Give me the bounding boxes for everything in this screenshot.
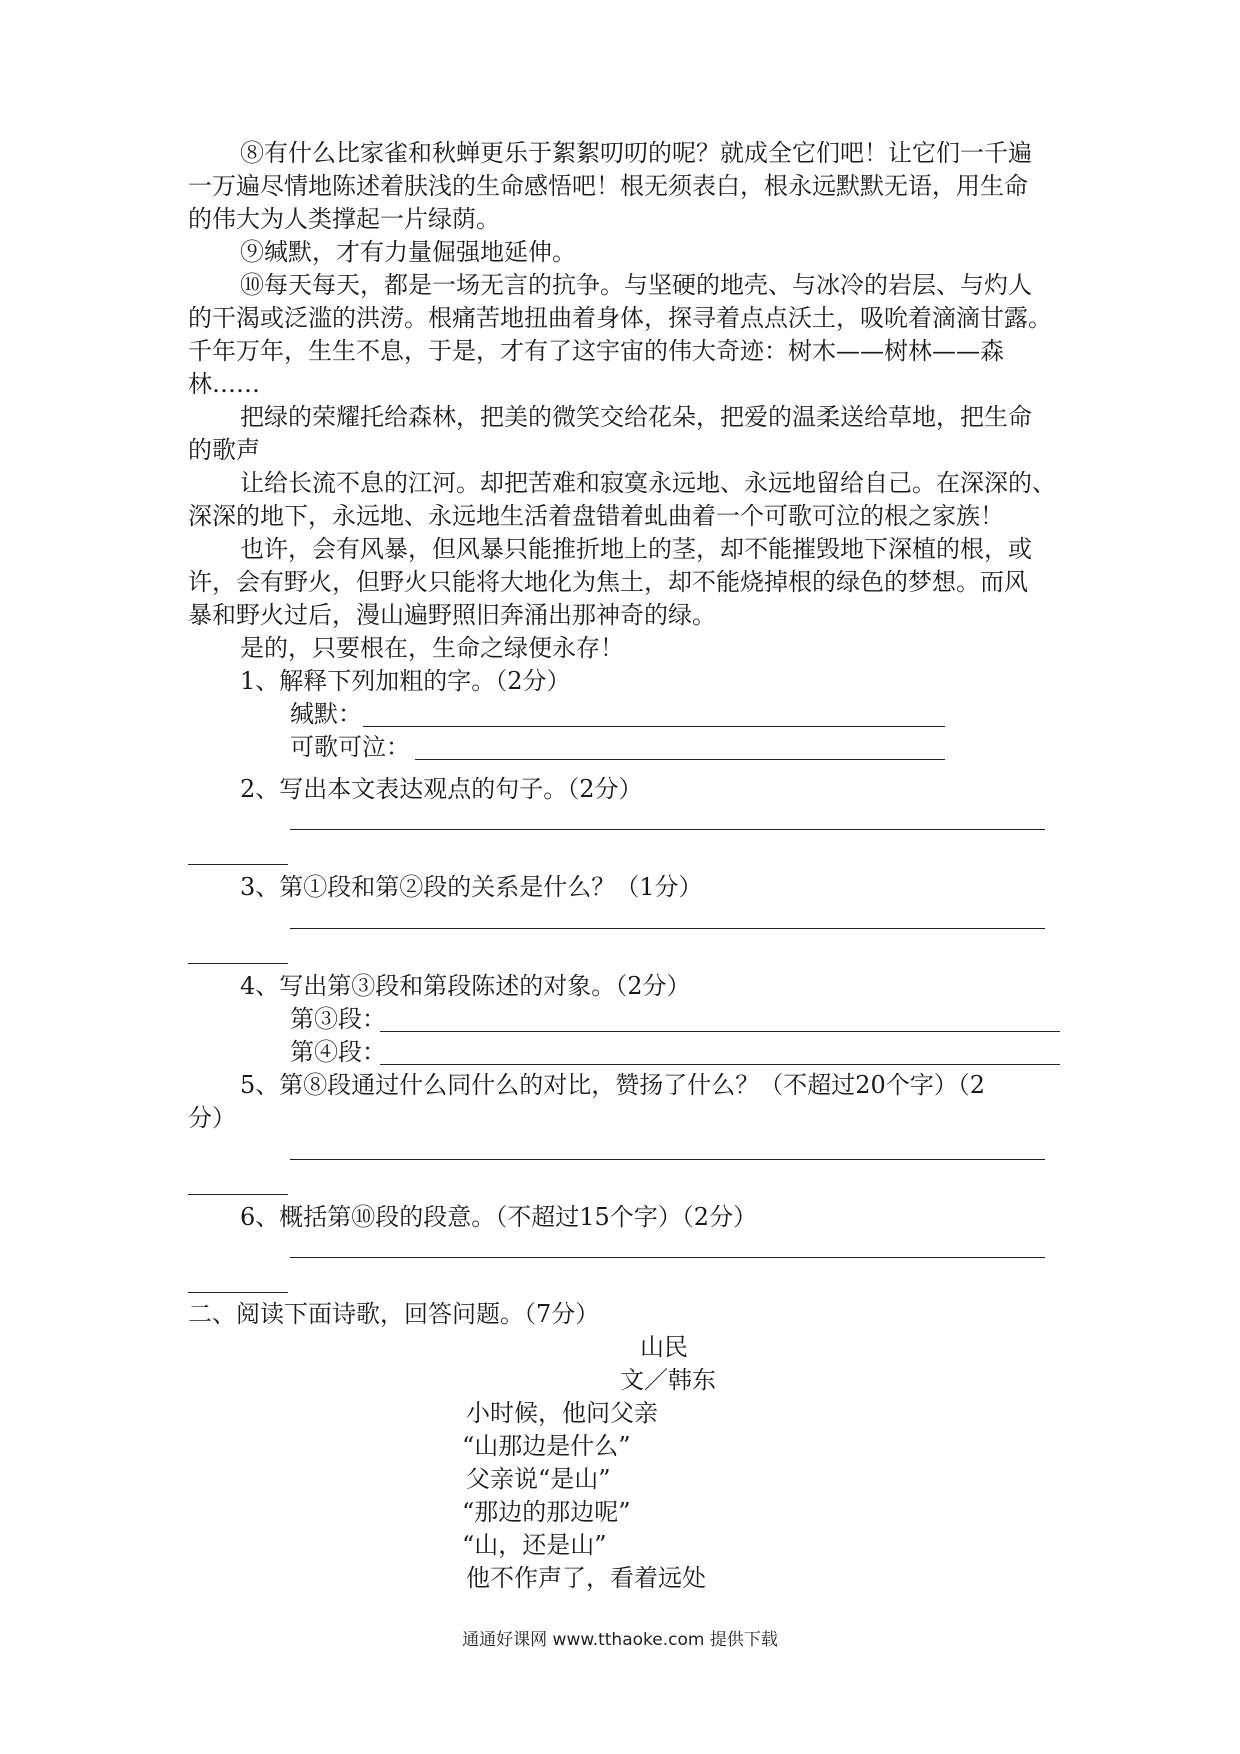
paragraph-12-line-1: 让给长流不息的江河。却把苦难和寂寞永远地、永远地留给自己。在深深的、 [240, 469, 1056, 497]
question-5-line-2: 分） [188, 1104, 236, 1132]
answer-line-3-cont[interactable] [188, 963, 288, 964]
poem-line: 他不作声了，看着远处 [466, 1564, 706, 1592]
answer-line-6-cont[interactable] [188, 1292, 288, 1293]
answer-line-2[interactable] [290, 829, 1045, 830]
footer-download-note: 通通好课网 www.tthaoke.com 提供下载 [462, 1630, 778, 1650]
paragraph-8-line-1: ⑧有什么比家雀和秋蝉更乐于絮絮叨叨的呢？就成全它们吧！让它们一千遍 [240, 139, 1032, 167]
poem-author: 文／韩东 [620, 1366, 716, 1394]
question-3: 3、第①段和第②段的关系是什么？（1分） [240, 873, 703, 901]
paragraph-13-line-2: 许，会有野火，但野火只能将大地化为焦土，却不能烧掉根的绿色的梦想。而风 [188, 568, 1028, 596]
question-5-line-1: 5、第⑧段通过什么同什么的对比，赞扬了什么？（不超过20个字）（2 [240, 1071, 986, 1099]
poem-line: “山那边是什么” [462, 1432, 631, 1460]
answer-line-5-cont[interactable] [188, 1194, 288, 1195]
answer-line-2-cont[interactable] [188, 864, 288, 865]
poem-line: “山，还是山” [462, 1531, 607, 1559]
question-1-term-b: 可歌可泣： [290, 733, 410, 761]
question-4-item-a: 第③段： [290, 1005, 386, 1033]
paragraph-12-line-2: 深深的地下，永远地、永远地生活着盘错着虬曲着一个可歌可泣的根之家族！ [188, 502, 1004, 530]
question-4-item-b: 第④段： [290, 1038, 386, 1066]
answer-line-6[interactable] [290, 1257, 1045, 1258]
answer-line-1b[interactable] [415, 759, 945, 760]
paragraph-10-line-3: 千年万年，生生不息，于是，才有了这宇宙的伟大奇迹：树木——树林——森 [188, 337, 1004, 365]
answer-line-5[interactable] [290, 1159, 1045, 1160]
question-1: 1、解释下列加粗的字。（2分） [240, 667, 571, 695]
question-1-term-a: 缄默： [290, 700, 362, 728]
question-2: 2、写出本文表达观点的句子。（2分） [240, 775, 643, 803]
paragraph-14: 是的，只要根在，生命之绿便永存！ [240, 634, 624, 662]
paragraph-13-line-3: 暴和野火过后，漫山遍野照旧奔涌出那神奇的绿。 [188, 601, 716, 629]
paragraph-9: ⑨缄默，才有力量倔强地延伸。 [240, 238, 576, 266]
paragraph-13-line-1: 也许，会有风暴，但风暴只能推折地上的茎，却不能摧毁地下深植的根，或 [240, 535, 1032, 563]
paragraph-8-line-3: 的伟大为人类撑起一片绿荫。 [188, 205, 500, 233]
question-4: 4、写出第③段和第段陈述的对象。（2分） [240, 972, 691, 1000]
paragraph-10-line-4: 林…… [188, 370, 260, 398]
question-6: 6、概括第⑩段的段意。（不超过15个字）（2分） [240, 1203, 758, 1231]
poem-line: “那边的那边呢” [462, 1498, 631, 1526]
paragraph-11-line-2: 的歌声 [188, 436, 260, 464]
paragraph-8-line-2: 一万遍尽情地陈述着肤浅的生命感悟吧！根无须表白，根永远默默无语，用生命 [188, 172, 1028, 200]
answer-line-4a[interactable] [380, 1031, 1060, 1032]
section-2-heading: 二、阅读下面诗歌，回答问题。（7分） [188, 1300, 600, 1328]
answer-line-1a[interactable] [363, 726, 945, 727]
answer-line-4b[interactable] [380, 1064, 1060, 1065]
poem-title: 山民 [640, 1333, 688, 1361]
answer-line-3[interactable] [290, 928, 1045, 929]
poem-line: 父亲说“是山” [466, 1465, 611, 1493]
paragraph-10-line-1: ⑩每天每天，都是一场无言的抗争。与坚硬的地壳、与冰冷的岩层、与灼人 [240, 271, 1032, 299]
paragraph-10-line-2: 的干渴或泛滥的洪涝。根痛苦地扭曲着身体，探寻着点点沃土，吸吮着滴滴甘露。 [188, 304, 1052, 332]
paragraph-11-line-1: 把绿的荣耀托给森林，把美的微笑交给花朵，把爱的温柔送给草地，把生命 [240, 403, 1032, 431]
poem-line: 小时候，他问父亲 [466, 1399, 658, 1427]
